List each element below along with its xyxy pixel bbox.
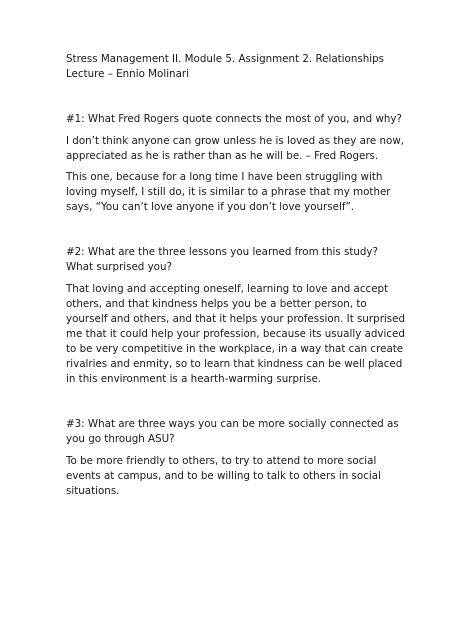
question-3: #3: What are three ways you can be more socially connected as you go through ASU?	[66, 418, 399, 445]
section-3	[66, 417, 408, 499]
question-2: #2: What are the three lessons you learned from this study? What surprised you?	[66, 246, 378, 273]
question-1: #1: What Fred Rogers quote connects the most of you, and why?	[66, 113, 402, 125]
document-title: Stress Management II. Module 5. Assignment 2. Relationships Lecture – Ennio Molinari	[66, 53, 385, 80]
answer-1-quote: I don’t think anyone can grow unless he is loved as they are now, appreciated as he is rather than as he will be. – Fred Rogers.	[66, 135, 405, 162]
section-1	[66, 112, 408, 215]
section-2	[66, 245, 408, 387]
answer-2: That loving and accepting oneself, learning to love and accept others, and that kindness helps you be a better person, to yourself and others, and that it helps your profession. It surprised me that it could help your profession, because its usually adviced to be very competitive in the workplace, in a way that can create rivalries and enmity, so to learn that kindness can be well placed in this environment is a hearth-warming surprise.	[66, 283, 406, 385]
answer-1-explanation: This one, because for a long time I have been struggling with loving myself, I still do, it is similar to a phrase that my mother says, “You can’t love anyone if you don’t love yourself”.	[66, 171, 391, 213]
answer-3: To be more friendly to others, to try to attend to more social events at campus, and to be willing to talk to others in social situations.	[66, 455, 381, 497]
